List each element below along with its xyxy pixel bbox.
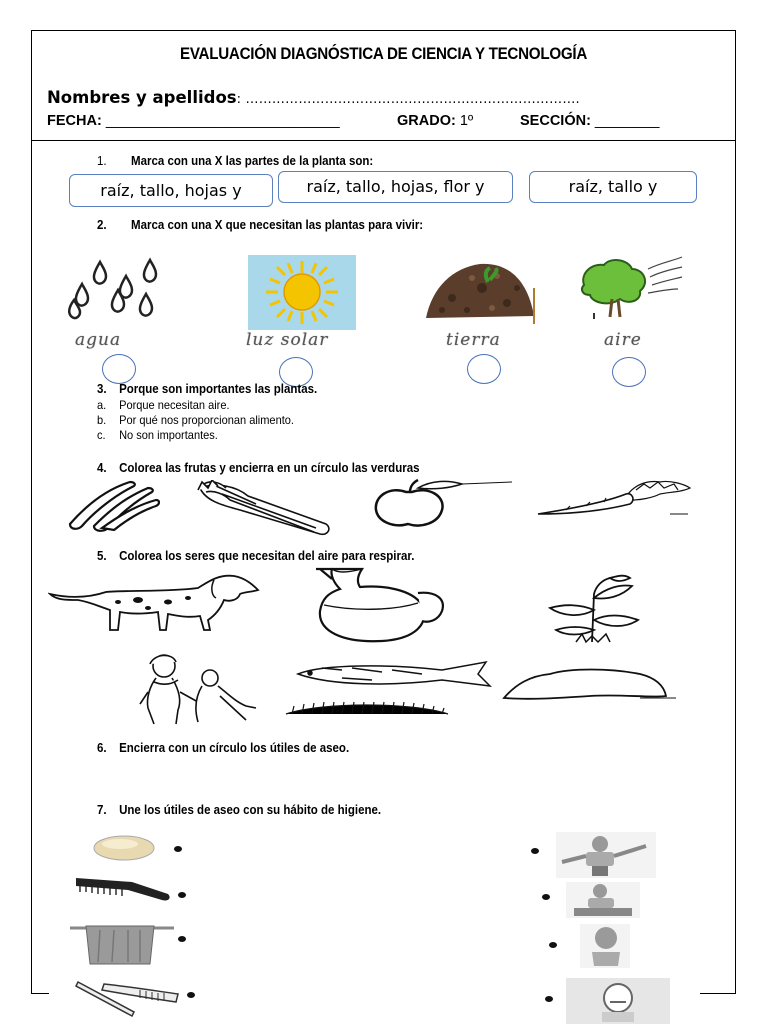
question-6-number: 6. <box>97 741 107 755</box>
question-7-text: Une los útiles de aseo con su hábito de higiene. <box>119 803 382 817</box>
celery-image[interactable] <box>196 480 336 538</box>
match-dot-right-1[interactable] <box>531 848 539 854</box>
bananas-image[interactable] <box>64 478 160 532</box>
soap-image[interactable] <box>92 832 158 862</box>
q3-option-b-letter: b. <box>97 413 107 427</box>
question-6-text: Encierra con un círculo los útiles de aseo. <box>119 741 350 755</box>
question-5-number: 5. <box>97 549 107 563</box>
question-6 <box>97 741 349 755</box>
header-divider <box>31 140 736 141</box>
jug-image[interactable] <box>312 565 452 645</box>
q3-option-c-text: No son importantes. <box>119 428 218 442</box>
question-4 <box>97 461 419 475</box>
seccion-label: SECCIÓN: <box>520 113 591 129</box>
match-dot-right-4[interactable] <box>545 996 553 1002</box>
seccion-field[interactable]: ________ <box>590 113 660 129</box>
question-3 <box>97 382 317 396</box>
tree-wind-image <box>578 255 684 321</box>
grado-label: GRADO: <box>397 113 456 129</box>
q3-option-a-letter: a. <box>97 398 107 412</box>
question-1-text: Marca con una X las partes de la planta son: <box>131 154 374 168</box>
carrot-image[interactable] <box>536 478 692 520</box>
grado-value: 1º <box>455 113 474 129</box>
q3-option-b[interactable] <box>97 413 294 427</box>
question-5-text: Colorea los seres que necesitan del aire para respirar. <box>119 549 415 563</box>
fecha-field[interactable]: _____________________________ <box>105 113 340 129</box>
answer-option-1[interactable]: raíz, tallo, hojas y <box>69 174 273 207</box>
question-1 <box>97 154 373 168</box>
question-3-number: 3. <box>97 382 107 396</box>
question-3-text: Porque son importantes las plantas. <box>119 382 318 396</box>
answer-option-3[interactable]: raíz, tallo y <box>529 171 697 203</box>
question-4-text: Colorea las frutas y encierra en un círculo las verduras <box>119 461 420 475</box>
habit-teeth-image[interactable] <box>566 978 670 1024</box>
q3-option-b-text: Por qué nos proporcionan alimento. <box>119 413 294 427</box>
seccion-line <box>520 113 659 129</box>
bottom-divider-left <box>31 993 49 994</box>
checkbox-aire[interactable] <box>612 357 646 387</box>
question-4-number: 4. <box>97 461 107 475</box>
match-dot-left-1[interactable] <box>174 846 182 852</box>
match-dot-left-2[interactable] <box>178 892 186 898</box>
plant-image[interactable] <box>536 574 644 644</box>
answer-option-2[interactable]: raíz, tallo, hojas, flor y <box>278 171 513 203</box>
match-dot-right-2[interactable] <box>542 894 550 900</box>
question-1-number: 1. <box>97 154 107 168</box>
soil-image <box>422 258 540 326</box>
names-label: Nombres y apellidos <box>47 88 237 107</box>
fish-image[interactable] <box>282 658 492 718</box>
item-aire-label: aire <box>604 330 642 350</box>
fecha-label: FECHA: <box>47 113 102 129</box>
q3-option-a[interactable] <box>97 398 230 412</box>
question-2-number: 2. <box>97 218 107 232</box>
q3-option-c-letter: c. <box>97 428 106 442</box>
item-luz-solar-label: luz solar <box>246 330 329 350</box>
names-field[interactable]: : …………………………………………………………………. <box>236 92 580 107</box>
match-dot-right-3[interactable] <box>549 942 557 948</box>
item-agua-label: agua <box>75 330 122 350</box>
item-tierra-label: tierra <box>446 330 501 350</box>
bottom-divider-right <box>700 993 736 994</box>
toothbrush-image[interactable] <box>74 976 186 1020</box>
checkbox-tierra[interactable] <box>467 354 501 384</box>
q3-option-a-text: Porque necesitan aire. <box>119 398 230 412</box>
names-line <box>47 88 580 107</box>
match-dot-left-3[interactable] <box>178 936 186 942</box>
children-image[interactable] <box>136 652 262 726</box>
habit-bathing-image[interactable] <box>556 832 656 878</box>
towel-image[interactable] <box>70 920 176 966</box>
water-drops-image <box>62 256 166 322</box>
question-7 <box>97 803 381 817</box>
sun-image <box>248 255 356 330</box>
question-7-number: 7. <box>97 803 107 817</box>
question-2 <box>97 218 423 232</box>
dog-image[interactable] <box>48 570 262 634</box>
grado-line <box>397 113 473 129</box>
page-title: EVALUACIÓN DIAGNÓSTICA DE CIENCIA Y TECNOLOGÍA <box>179 45 588 63</box>
rock-image[interactable] <box>500 664 680 704</box>
habit-drying-image[interactable] <box>580 924 630 968</box>
comb-image[interactable] <box>72 872 172 904</box>
habit-combing-image[interactable] <box>566 882 640 918</box>
checkbox-agua[interactable] <box>102 354 136 384</box>
fecha-line <box>47 113 340 129</box>
apple-image[interactable] <box>372 478 518 528</box>
q3-option-c[interactable] <box>97 428 218 442</box>
question-2-text: Marca con una X que necesitan las plantas para vivir: <box>131 218 424 232</box>
match-dot-left-4[interactable] <box>187 992 195 998</box>
question-5 <box>97 549 414 563</box>
